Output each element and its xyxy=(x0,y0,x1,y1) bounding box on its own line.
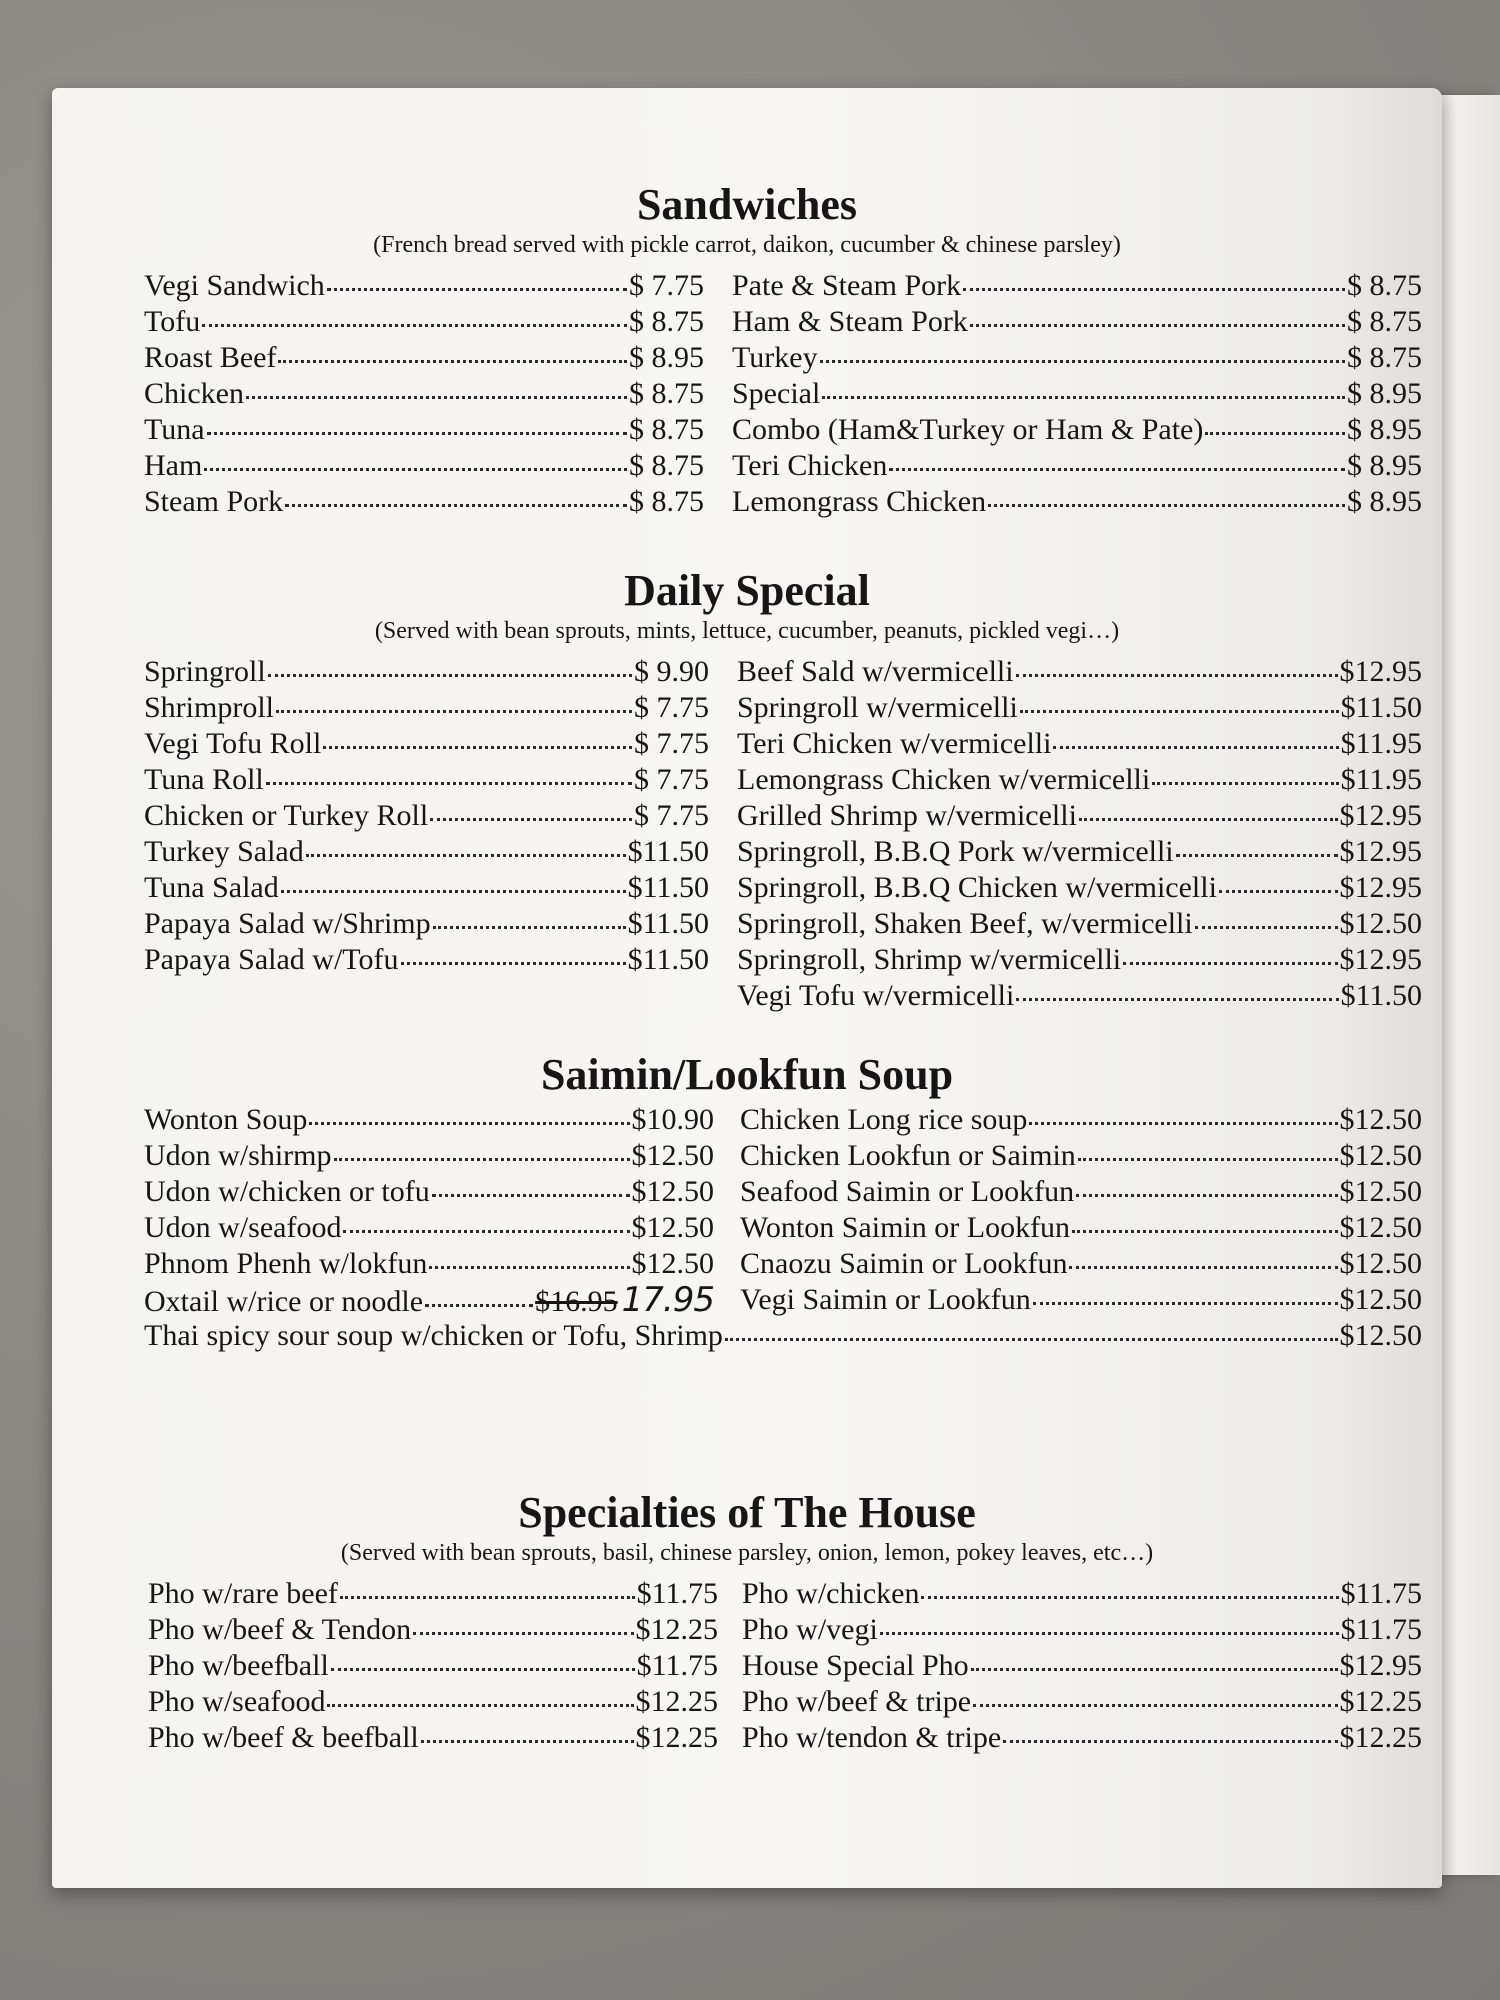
item-name: Teri Chicken w/vermicelli xyxy=(737,727,1052,760)
menu-item xyxy=(742,1648,1422,1684)
item-name: Tuna Roll xyxy=(144,763,264,796)
dot-leader xyxy=(971,1662,1338,1671)
dot-leader xyxy=(921,1590,1338,1599)
dot-leader xyxy=(1123,956,1337,965)
item-name: Udon w/shirmp xyxy=(144,1139,332,1172)
dot-leader xyxy=(204,462,627,471)
item-price: $ 8.95 xyxy=(1347,377,1422,410)
soup-left-list xyxy=(144,1102,714,1318)
item-name: Springroll, B.B.Q Chicken w/vermicelli xyxy=(737,871,1217,904)
item-price: $12.50 xyxy=(1339,1211,1422,1244)
item-name: Roast Beef xyxy=(144,341,277,374)
item-name: Papaya Salad w/Tofu xyxy=(144,943,399,976)
item-price: $12.50 xyxy=(1339,1247,1422,1280)
menu-item xyxy=(742,1720,1422,1756)
dot-leader xyxy=(246,390,627,399)
soup-full-row-wrap xyxy=(144,1318,1422,1354)
dot-leader xyxy=(323,740,632,749)
dot-leader xyxy=(1176,848,1338,857)
item-name: Pho w/vegi xyxy=(742,1613,878,1646)
item-price: $ 8.75 xyxy=(1347,269,1422,302)
item-price: $12.50 xyxy=(631,1175,714,1208)
sandwiches-title: Sandwiches xyxy=(636,180,858,229)
dot-leader xyxy=(1069,1260,1337,1269)
item-name: Wonton Soup xyxy=(144,1103,308,1136)
dot-leader xyxy=(421,1734,634,1743)
menu-item xyxy=(144,1282,714,1318)
dot-leader xyxy=(988,498,1345,507)
menu-item xyxy=(737,654,1422,690)
item-name: Springroll w/vermicelli xyxy=(737,691,1018,724)
dot-leader xyxy=(207,426,627,435)
sandwiches-note: (French bread served with pickle carrot, daikon, cucumber & chinese parsley) xyxy=(373,232,1121,258)
dot-leader xyxy=(285,498,627,507)
menu-item xyxy=(144,942,709,978)
dot-leader xyxy=(281,884,626,893)
item-name: Vegi Tofu Roll xyxy=(144,727,322,760)
dot-leader xyxy=(278,354,627,363)
menu-item xyxy=(144,448,704,484)
item-name: Pho w/tendon & tripe xyxy=(742,1721,1002,1754)
dot-leader xyxy=(1016,668,1338,677)
item-name: Pho w/beefball xyxy=(148,1649,329,1682)
menu-item xyxy=(732,448,1422,484)
menu-item xyxy=(737,978,1422,1014)
daily-special-section xyxy=(52,566,1442,1012)
dot-leader xyxy=(889,462,1345,471)
dot-leader xyxy=(725,1332,1338,1341)
menu-item xyxy=(144,1174,714,1210)
specialties-note: (Served with bean sprouts, basil, chinese parsley, onion, lemon, pokey leaves, etc…) xyxy=(340,1540,1154,1566)
menu-item xyxy=(144,690,709,726)
menu-item xyxy=(732,412,1422,448)
handwritten-price: 17.95 xyxy=(621,1280,714,1320)
item-price: $12.50 xyxy=(1339,1283,1422,1316)
item-name: Chicken or Turkey Roll xyxy=(144,799,429,832)
item-name: Ham xyxy=(144,449,203,482)
menu-item xyxy=(144,1246,714,1282)
dot-leader xyxy=(432,1188,630,1197)
dot-leader xyxy=(340,1590,635,1599)
dot-leader xyxy=(202,318,627,327)
item-name: Springroll, Shrimp w/vermicelli xyxy=(737,943,1122,976)
struck-price: $16.95 xyxy=(535,1285,618,1318)
item-price: $12.50 xyxy=(1339,907,1422,940)
daily-special-right-list xyxy=(737,654,1422,1014)
item-price: $11.50 xyxy=(1340,979,1422,1012)
item-price: $ 8.95 xyxy=(1347,485,1422,518)
item-price: $12.95 xyxy=(1339,943,1422,976)
specialties-right-list xyxy=(742,1576,1422,1756)
item-price: $12.95 xyxy=(1339,1649,1422,1682)
item-price: $11.95 xyxy=(1340,727,1422,760)
item-name: Udon w/seafood xyxy=(144,1211,342,1244)
item-price: $11.50 xyxy=(1340,691,1422,724)
menu-item xyxy=(732,268,1422,304)
item-price: $12.50 xyxy=(1339,1175,1422,1208)
menu-item xyxy=(740,1174,1422,1210)
menu-item xyxy=(740,1102,1422,1138)
dot-leader xyxy=(433,920,626,929)
menu-item xyxy=(148,1576,718,1612)
menu-page xyxy=(52,88,1442,1888)
menu-item xyxy=(737,690,1422,726)
item-price: $ 7.75 xyxy=(629,269,704,302)
item-name: Ham & Steam Pork xyxy=(732,305,968,338)
dot-leader xyxy=(970,318,1345,327)
item-name: Tuna xyxy=(144,413,205,446)
dot-leader xyxy=(425,1298,533,1307)
item-name: Grilled Shrimp w/vermicelli xyxy=(737,799,1077,832)
menu-item xyxy=(144,484,704,520)
menu-item xyxy=(148,1684,718,1720)
item-name: Cnaozu Saimin or Lookfun xyxy=(740,1247,1068,1280)
menu-item xyxy=(737,834,1422,870)
dot-leader xyxy=(880,1626,1339,1635)
item-price: $12.25 xyxy=(635,1685,718,1718)
item-price: $ 8.75 xyxy=(629,305,704,338)
item-price: $12.50 xyxy=(1339,1139,1422,1172)
menu-item xyxy=(740,1282,1422,1318)
menu-item xyxy=(737,870,1422,906)
item-name: Phnom Phenh w/lokfun xyxy=(144,1247,428,1280)
item-price: $12.50 xyxy=(1339,1103,1422,1136)
item-name: House Special Pho xyxy=(742,1649,969,1682)
menu-item xyxy=(144,1102,714,1138)
dot-leader xyxy=(309,1116,629,1125)
soup-title: Saimin/Lookfun Soup xyxy=(540,1050,954,1099)
menu-item xyxy=(144,1210,714,1246)
item-name: Pho w/beef & tripe xyxy=(742,1685,972,1718)
menu-item xyxy=(737,798,1422,834)
item-name: Teri Chicken xyxy=(732,449,888,482)
menu-item xyxy=(732,340,1422,376)
item-price: $12.50 xyxy=(631,1139,714,1172)
dot-leader xyxy=(401,956,626,965)
menu-item xyxy=(737,906,1422,942)
dot-leader xyxy=(343,1224,629,1233)
daily-special-title: Daily Special xyxy=(624,566,870,615)
item-price: $ 8.75 xyxy=(629,413,704,446)
item-price: $11.95 xyxy=(1340,763,1422,796)
dot-leader xyxy=(334,1152,630,1161)
item-name: Steam Pork xyxy=(144,485,284,518)
soup-section xyxy=(52,1050,1442,1352)
item-name: Special xyxy=(732,377,821,410)
item-price: $12.25 xyxy=(1339,1721,1422,1754)
menu-item xyxy=(144,1318,1422,1354)
item-price: $12.50 xyxy=(1339,1319,1422,1352)
item-price: $ 7.75 xyxy=(634,799,709,832)
menu-item xyxy=(740,1246,1422,1282)
item-price: $ 8.95 xyxy=(1347,413,1422,446)
menu-item xyxy=(740,1138,1422,1174)
item-price: $11.50 xyxy=(627,907,709,940)
item-name: Lemongrass Chicken w/vermicelli xyxy=(737,763,1151,796)
item-name: Beef Sald w/vermicelli xyxy=(737,655,1014,688)
item-name: Chicken Long rice soup xyxy=(740,1103,1028,1136)
sandwiches-right-list xyxy=(732,268,1422,520)
dot-leader xyxy=(822,390,1345,399)
item-name: Udon w/chicken or tofu xyxy=(144,1175,430,1208)
item-price: $12.95 xyxy=(1339,799,1422,832)
menu-item xyxy=(732,484,1422,520)
item-price: $ 8.75 xyxy=(629,449,704,482)
specialties-left-list xyxy=(148,1576,718,1756)
dot-leader xyxy=(306,848,626,857)
item-name: Vegi Tofu w/vermicelli xyxy=(737,979,1015,1012)
item-price: $11.50 xyxy=(627,835,709,868)
dot-leader xyxy=(331,1662,635,1671)
item-name: Shrimproll xyxy=(144,691,275,724)
menu-item xyxy=(740,1210,1422,1246)
daily-special-note: (Served with bean sprouts, mints, lettuce, cucumber, peanuts, pickled vegi…) xyxy=(374,618,1120,644)
dot-leader xyxy=(430,812,632,821)
menu-item xyxy=(732,376,1422,412)
menu-item xyxy=(144,762,709,798)
menu-item xyxy=(148,1720,718,1756)
item-price: $ 8.75 xyxy=(629,377,704,410)
item-price: $ 7.75 xyxy=(634,763,709,796)
item-price: $ 8.75 xyxy=(1347,341,1422,374)
dot-leader xyxy=(1078,1152,1338,1161)
menu-item xyxy=(144,1138,714,1174)
soup-right-list xyxy=(740,1102,1422,1318)
dot-leader xyxy=(276,704,632,713)
menu-item xyxy=(144,268,704,304)
item-name: Pho w/beef & beefball xyxy=(148,1721,419,1754)
item-price: $11.75 xyxy=(636,1649,718,1682)
item-price: $11.50 xyxy=(627,943,709,976)
menu-item xyxy=(148,1612,718,1648)
item-name: Chicken Lookfun or Saimin xyxy=(740,1139,1076,1172)
menu-item xyxy=(742,1612,1422,1648)
item-name: Lemongrass Chicken xyxy=(732,485,987,518)
menu-item xyxy=(742,1576,1422,1612)
item-price: $12.50 xyxy=(631,1247,714,1280)
item-name: Chicken xyxy=(144,377,244,410)
sandwiches-left-list xyxy=(144,268,704,520)
item-price: $ 9.90 xyxy=(634,655,709,688)
item-price: $12.25 xyxy=(635,1613,718,1646)
item-name: Turkey xyxy=(732,341,818,374)
item-name: Thai spicy sour soup w/chicken or Tofu, Shrimp xyxy=(144,1319,723,1352)
item-price: $11.75 xyxy=(1340,1613,1422,1646)
sandwiches-section xyxy=(52,180,1442,518)
item-price: $12.50 xyxy=(631,1211,714,1244)
menu-item xyxy=(737,942,1422,978)
item-name: Vegi Saimin or Lookfun xyxy=(740,1283,1031,1316)
dot-leader xyxy=(327,282,627,291)
dot-leader xyxy=(413,1626,633,1635)
menu-item xyxy=(144,834,709,870)
item-price: $ 8.75 xyxy=(1347,305,1422,338)
item-name: Springroll, Shaken Beef, w/vermicelli xyxy=(737,907,1193,940)
item-price: $ 7.75 xyxy=(634,727,709,760)
menu-item xyxy=(144,798,709,834)
specialties-title: Specialties of The House xyxy=(518,1488,976,1537)
dot-leader xyxy=(429,1260,629,1269)
dot-leader xyxy=(266,776,632,785)
menu-item xyxy=(144,906,709,942)
item-name: Springroll xyxy=(144,655,266,688)
item-name: Pate & Steam Pork xyxy=(732,269,962,302)
menu-item xyxy=(144,870,709,906)
item-name: Pho w/seafood xyxy=(148,1685,326,1718)
dot-leader xyxy=(1029,1116,1337,1125)
item-name: Pho w/beef & Tendon xyxy=(148,1613,412,1646)
item-price: $ 7.75 xyxy=(634,691,709,724)
item-name: Tuna Salad xyxy=(144,871,279,904)
item-name: Seafood Saimin or Lookfun xyxy=(740,1175,1075,1208)
dot-leader xyxy=(268,668,632,677)
item-name: Vegi Sandwich xyxy=(144,269,325,302)
dot-leader xyxy=(1003,1734,1337,1743)
menu-item xyxy=(737,762,1422,798)
item-price: $ 8.95 xyxy=(1347,449,1422,482)
item-price: $10.90 xyxy=(631,1103,714,1136)
item-name: Pho w/rare beef xyxy=(148,1577,338,1610)
daily-special-left-list xyxy=(144,654,709,978)
dot-leader xyxy=(1079,812,1338,821)
item-price: $12.25 xyxy=(635,1721,718,1754)
item-name: Papaya Salad w/Shrimp xyxy=(144,907,431,940)
item-price: $12.95 xyxy=(1339,655,1422,688)
menu-item xyxy=(144,654,709,690)
menu-item xyxy=(737,726,1422,762)
dot-leader xyxy=(1152,776,1338,785)
menu-item xyxy=(144,376,704,412)
dot-leader xyxy=(963,282,1345,291)
item-price: $11.75 xyxy=(1340,1577,1422,1610)
item-name: Turkey Salad xyxy=(144,835,304,868)
menu-item xyxy=(144,726,709,762)
dot-leader xyxy=(1195,920,1338,929)
item-price: $12.95 xyxy=(1339,871,1422,904)
menu-item xyxy=(732,304,1422,340)
menu-item xyxy=(144,340,704,376)
dot-leader xyxy=(327,1698,633,1707)
item-price: $11.75 xyxy=(636,1577,718,1610)
dot-leader xyxy=(973,1698,1337,1707)
dot-leader xyxy=(1033,1296,1338,1305)
item-name: Combo (Ham&Turkey or Ham & Pate) xyxy=(732,413,1204,446)
dot-leader xyxy=(1072,1224,1337,1233)
item-price: $12.95 xyxy=(1339,835,1422,868)
item-name: Pho w/chicken xyxy=(742,1577,920,1610)
menu-item xyxy=(148,1648,718,1684)
menu-item xyxy=(144,412,704,448)
menu-item xyxy=(144,304,704,340)
item-price: $ 8.95 xyxy=(629,341,704,374)
dot-leader xyxy=(1076,1188,1337,1197)
item-name: Oxtail w/rice or noodle xyxy=(144,1285,424,1318)
dot-leader xyxy=(1020,704,1339,713)
dot-leader xyxy=(1053,740,1338,749)
dot-leader xyxy=(1219,884,1338,893)
item-name: Wonton Saimin or Lookfun xyxy=(740,1211,1071,1244)
item-price: $ 8.75 xyxy=(629,485,704,518)
item-price: $11.50 xyxy=(627,871,709,904)
menu-item xyxy=(742,1684,1422,1720)
specialties-section xyxy=(52,1488,1442,1754)
item-name: Springroll, B.B.Q Pork w/vermicelli xyxy=(737,835,1174,868)
item-name: Tofu xyxy=(144,305,201,338)
item-price: $12.25 xyxy=(1339,1685,1422,1718)
dot-leader xyxy=(1016,992,1338,1001)
dot-leader xyxy=(1205,426,1345,435)
dot-leader xyxy=(820,354,1345,363)
